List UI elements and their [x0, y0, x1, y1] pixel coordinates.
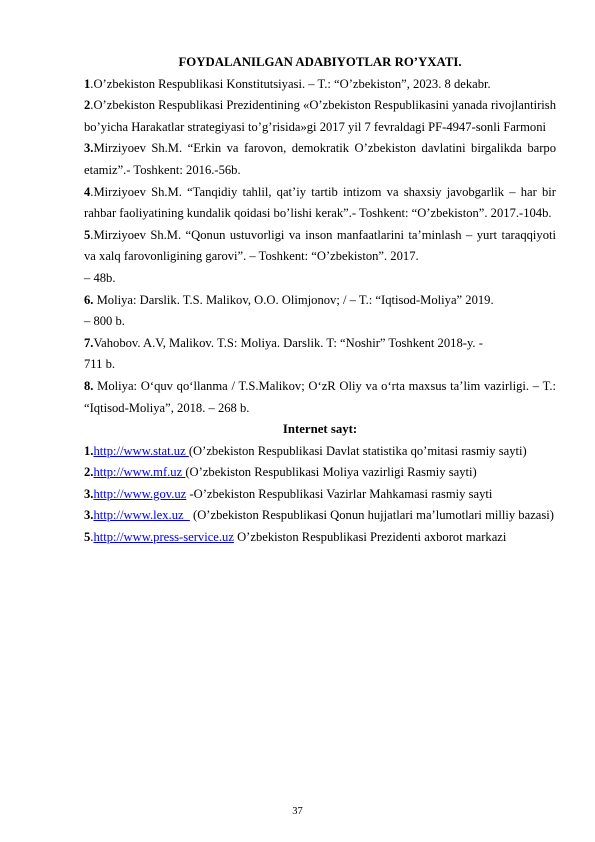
reference-number: 8. [84, 378, 94, 393]
site-number: 1. [84, 443, 94, 458]
site-number: 2. [84, 465, 94, 480]
reference-4 [84, 182, 556, 225]
reference-3 [84, 138, 556, 181]
site-separator: . [90, 530, 94, 545]
site-description: (O’zbekiston Respublikasi Moliya vazirligi Rasmiy sayti) [185, 465, 477, 480]
reference-text: Mirziyoev Sh.M. “Erkin va farovon, demokratik O’zbekiston davlatini birgalikda barpo etamiz”.- Toshkent: 2016.-56b. [84, 141, 556, 177]
reference-5-tail: – 48b. [84, 270, 116, 285]
reference-7-tail: 711 b. [84, 357, 116, 372]
internet-heading: Internet sayt: [282, 422, 358, 437]
site-4 [84, 505, 556, 527]
site-description: (O’zbekiston Respublikasi Davlat statistika qo’mitasi rasmiy sayti) [188, 443, 527, 458]
reference-number: 4 [84, 184, 91, 199]
site-number: 3. [84, 508, 94, 523]
site-link[interactable]: http://www.mf.uz [93, 465, 186, 480]
reference-1 [84, 74, 556, 96]
site-number: 3. [84, 486, 94, 501]
reference-number: 6. [84, 292, 94, 307]
page-number: 37 [292, 806, 303, 817]
reference-separator: . [90, 98, 94, 113]
reference-number: 5 [84, 227, 91, 242]
reference-number: 2 [84, 98, 91, 113]
site-description: O’zbekiston Respublikasi Prezidenti axborot markazi [233, 530, 507, 545]
site-description: -O’zbekiston Respublikasi Vazirlar Mahkamasi rasmiy sayti [186, 486, 493, 501]
site-2 [84, 462, 556, 484]
site-3 [84, 484, 556, 506]
site-number: 5 [84, 530, 91, 545]
reference-2 [84, 95, 556, 138]
site-link[interactable]: http://www.press-service.uz [93, 530, 234, 545]
reference-number: 7. [84, 335, 94, 350]
reference-separator: . [90, 227, 94, 242]
reference-text: Moliya: O‘quv qo‘llanma / T.S.Malikov; O‘zR Oliy va o‘rta maxsus ta’lim vazirligi. – T.: “Iqtisod-Moliya”, 2018. – 268 b. [84, 378, 556, 415]
reference-text: Vahobov. A.V, Malikov. T.S: Moliya. Darslik. T: “Noshir” Toshkent 2018-y. - [93, 335, 483, 350]
reference-6 [84, 290, 556, 312]
reference-text: O’zbekiston Respublikasi Prezidentining «O’zbekiston Respublikasini yanada rivojlantirish bo’yicha Harakatlar strategiyasi to’g’risida»gi 2017 yil 7 fevraldagi PF-4947-sonli Farmoni [84, 98, 556, 134]
reference-separator: . [90, 76, 94, 91]
reference-text: O’zbekiston Respublikasi Konstitutsiyasi. – T.: “O’zbekiston”, 2023. 8 dekabr. [93, 76, 491, 91]
reference-8 [84, 376, 556, 419]
references-heading: FOYDALANILGAN ADABIYOTLAR RO’YXATI. [178, 55, 462, 69]
site-link[interactable]: http://www.lex.uz [93, 508, 190, 523]
site-link[interactable]: http://www.gov.uz [93, 486, 187, 501]
reference-6-tail: – 800 b. [84, 314, 125, 329]
reference-number: 1 [84, 76, 91, 91]
site-1 [84, 441, 556, 463]
reference-7 [84, 333, 556, 355]
site-description: (O’zbekiston Respublikasi Qonun hujjatlari ma’lumotlari milliy bazasi) [189, 508, 554, 523]
site-5 [84, 527, 556, 549]
reference-5 [84, 225, 556, 268]
reference-separator: . [90, 184, 94, 199]
reference-text: Moliya: Darslik. T.S. Malikov, O.O. Olimjonov; / – T.: “Iqtisod-Moliya” 2019. [93, 292, 494, 307]
reference-text: Mirziyoev Sh.M. “Qonun ustuvorligi va inson manfaatlarini ta’minlash – yurt taraqqiyoti va xalq farovonligining garovi”. – Toshkent: “O’zbekiston”. 2017. [84, 227, 556, 264]
reference-number: 3. [84, 141, 94, 156]
document-page [84, 52, 556, 549]
site-link[interactable]: http://www.stat.uz [93, 443, 189, 458]
reference-text: Mirziyoev Sh.M. “Tanqidiy tahlil, qat’iy tartib intizom va shaxsiy javobgarlik – har bir rahbar faoliyatining kundalik qoidasi bo’lishi kerak”.- Toshkent: “O’zbekiston”. 2017.-104b. [84, 184, 556, 221]
